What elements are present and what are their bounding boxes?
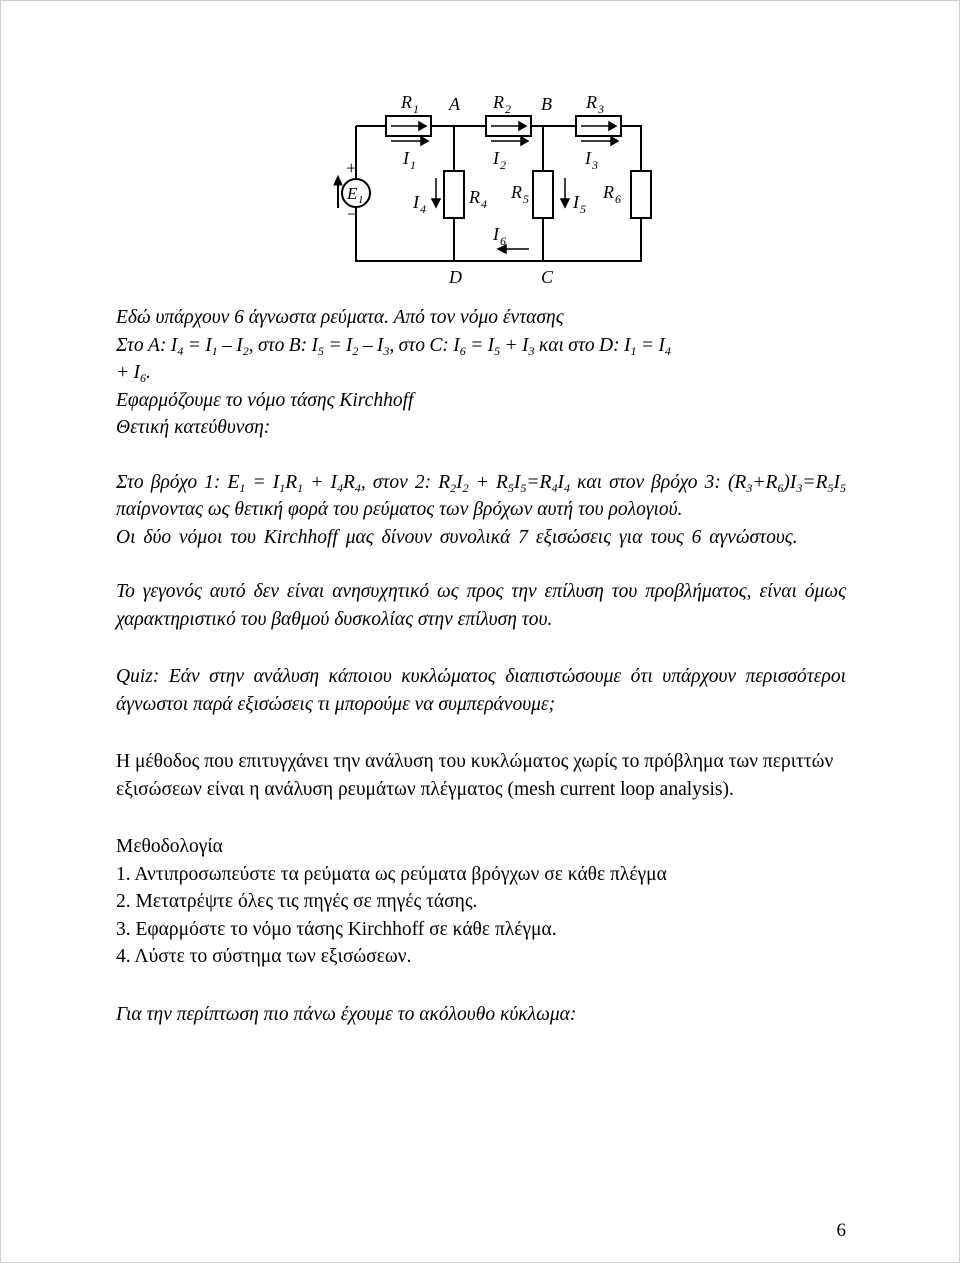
step-1: 1. Αντιπροσωπεύστε τα ρεύματα ως ρεύματα βρόγχων σε κάθε πλέγμα	[116, 863, 667, 885]
resistor-r6	[631, 171, 651, 218]
positive-direction: Θετική κατεύθυνση:	[116, 417, 271, 438]
resistor-r4	[444, 171, 464, 218]
step-2: 2. Μετατρέψτε όλες τις πηγές σε πηγές τάσης.	[116, 891, 478, 912]
label-r5: R	[511, 182, 522, 202]
label-i2: I	[493, 148, 499, 168]
resistor-r5	[533, 171, 553, 218]
node-label-c: C	[541, 267, 554, 287]
label-r2-sub: 2	[505, 102, 511, 116]
label-r3-sub: 3	[598, 102, 604, 116]
source-arrowhead-icon	[334, 176, 342, 185]
circuit-diagram	[331, 86, 661, 291]
step-3: 3. Εφαρμόστε το νόμο τάσης Kirchhoff σε κάθε πλέγμα.	[116, 918, 557, 940]
intro-line: Εδώ υπάρχουν 6 άγνωστα ρεύματα. Από τον νόμο έντασης	[116, 307, 564, 328]
loop-equations: Στο βρόχο 1: $E_1 = I_1R_1 + I_4R_4$, στον 2: $R_2I_2 + R_5I_5=R_4I_4$ και στον βρόχο 3: $(R_3+R_6)I_3=R_5I_5$ παίρνοντας ως θετική φορά του ρεύματος των βρόχων αυτή του ρολογιού.	[116, 471, 846, 520]
node-label-b: B	[541, 94, 552, 114]
kvl-intro: Εφαρμόζουμε το νόμο τάσης Kirchhoff	[116, 389, 414, 411]
label-r1: R	[401, 92, 412, 112]
label-i1-sub: 1	[410, 158, 416, 172]
methodology-title: Μεθοδολογία	[116, 836, 223, 857]
label-r5-sub: 5	[523, 192, 529, 206]
label-i6-sub: 6	[500, 234, 506, 248]
label-i4-sub: 4	[420, 202, 426, 216]
label-r6-sub: 6	[615, 192, 621, 206]
label-i4: I	[413, 192, 419, 212]
label-i3-sub: 3	[592, 158, 598, 172]
label-i3: I	[585, 148, 591, 168]
quiz-paragraph: Quiz: Εάν στην ανάλυση κάποιου κυκλώματος διαπιστώσουμε ότι υπάρχουν περισσότεροι άγνωστοι παρά εξισώσεις τι μπορούμε να συμπεράνουμε;	[116, 666, 846, 715]
node-label-a: A	[449, 94, 460, 114]
label-r2: R	[493, 92, 504, 112]
step-4: 4. Λύστε το σύστημα των εξισώσεων.	[116, 946, 412, 967]
method-paragraph: Η μέθοδος που επιτυγχάνει την ανάλυση του κυκλώματος χωρίς το πρόβλημα των περιττών εξισώσεων είναι η ανάλυση ρευμάτων πλέγματος (mesh current loop analysis).	[116, 751, 834, 800]
document-body	[116, 304, 846, 1028]
label-i5-sub: 5	[580, 202, 586, 216]
plus-sign: +	[345, 158, 358, 178]
minus-sign: −	[346, 204, 359, 224]
closing-line: Για την περίπτωση πιο πάνω έχουμε το ακόλουθο κύκλωμα:	[116, 1003, 577, 1025]
label-r1-sub: 1	[413, 102, 419, 116]
label-r4-sub: 4	[481, 197, 487, 211]
summary-paragraph: Οι δύο νόμοι του Kirchhoff μας δίνουν συνολικά 7 εξισώσεις για τους 6 αγνώστους.	[116, 526, 798, 548]
page-number: 6	[836, 1220, 846, 1241]
label-i6: I	[493, 224, 499, 244]
label-r6: R	[603, 182, 614, 202]
label-i5: I	[573, 192, 579, 212]
label-e1-sub: 1	[358, 194, 364, 206]
remark-paragraph: Το γεγονός αυτό δεν είναι ανησυχητικό ως προς την επίλυση του προβλήματος, είναι όμως χαρακτηριστικό του βαθμού δυσκολίας στην επίλυση του.	[116, 581, 846, 630]
label-e1: E	[347, 184, 358, 203]
label-r3: R	[586, 92, 597, 112]
kcl-equations: Στο A: $I_4 = I_1 - I_2$, στο B: $I_5 = I_2 - I_3$, στο C: $I_6 = I_5 + I_3$ και στο D: $I_1 = I_4$ + $I_6$.	[116, 334, 671, 385]
label-r4: R	[469, 187, 480, 207]
label-i2-sub: 2	[500, 158, 506, 172]
node-label-d: D	[449, 267, 462, 287]
label-i1: I	[403, 148, 409, 168]
